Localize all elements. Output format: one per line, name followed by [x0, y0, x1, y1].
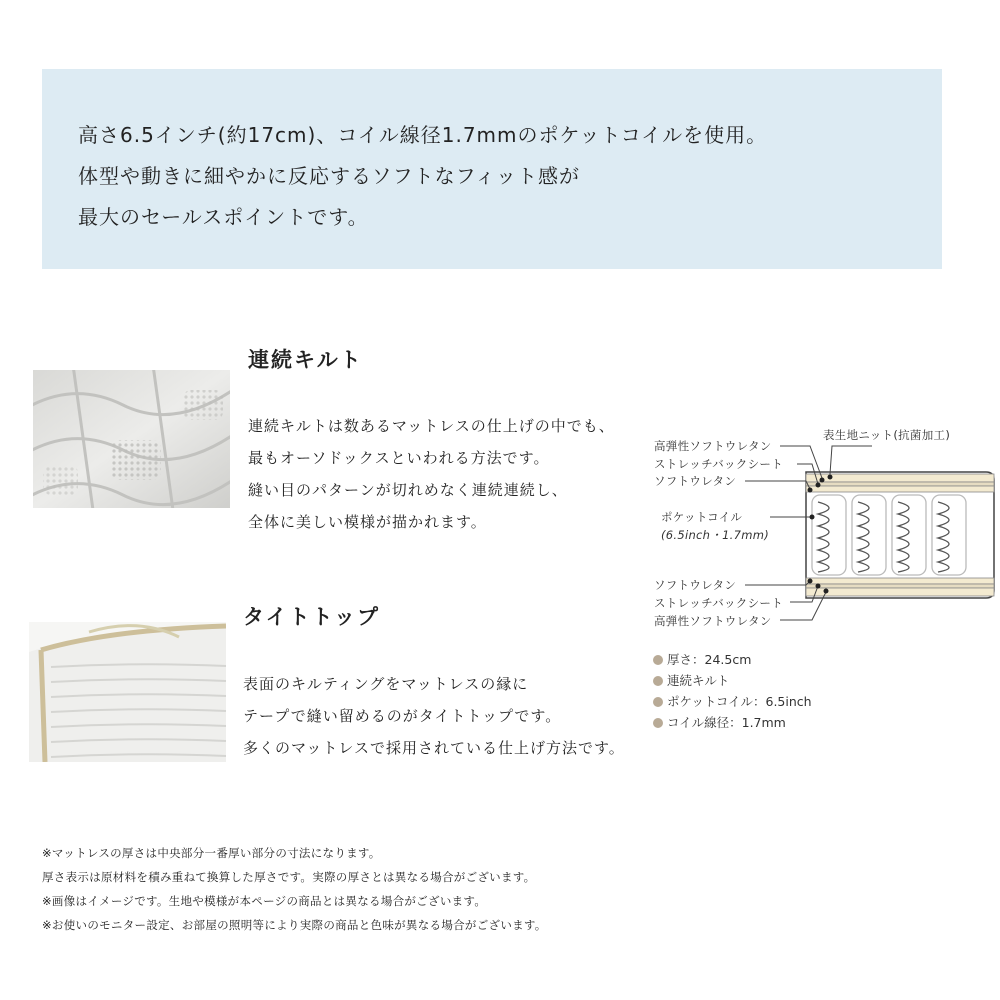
label-coil-spec: (6.5inch・1.7mm): [661, 528, 770, 542]
footnote: 厚さ表示は原材料を積み重ねて換算した厚さです。実際の厚さとは異なる場合がございます。: [42, 870, 536, 884]
label-upper-layer: ストレッチバックシート: [654, 457, 783, 471]
label-upper-layer: ソフトウレタン: [654, 474, 737, 488]
label-lower-layer: 高弾性ソフトウレタン: [654, 614, 772, 628]
quilt-text-line: 全体に美しい模様が描かれます。: [248, 513, 487, 531]
bullet-dot-icon: [653, 655, 663, 665]
quilt-text-line: 最もオーソドックスといわれる方法です。: [248, 449, 550, 467]
intro-line: 体型や動きに細やかに反応するソフトなフィット感が: [78, 164, 580, 188]
footnote: ※マットレスの厚さは中央部分一番厚い部分の寸法になります。: [42, 846, 381, 860]
bullet-dot-icon: [653, 676, 663, 686]
tighttop-photo: [29, 622, 226, 762]
tighttop-heading: タイトトップ: [243, 605, 380, 629]
footnote: ※画像はイメージです。生地や模様が本ページの商品とは異なる場合がございます。: [42, 894, 487, 908]
intro-line: 最大のセールスポイントです。: [78, 205, 369, 229]
intro-line: 高さ6.5インチ(約17cm)、コイル線径1.7mmのポケットコイルを使用。: [78, 123, 768, 147]
label-cover-knit: 表生地ニット(抗菌加工): [823, 428, 951, 442]
bullet-dot-icon: [653, 697, 663, 707]
label-upper-layer: 高弾性ソフトウレタン: [654, 439, 772, 453]
label-lower-layer: ソフトウレタン: [654, 578, 737, 592]
spec-item: 厚さ：24.5cm: [653, 650, 751, 668]
tighttop-text-line: テープで縫い留めるのがタイトトップです。: [243, 707, 562, 725]
spec-item: ポケットコイル：6.5inch: [653, 692, 812, 710]
intro-panel: [42, 69, 942, 269]
spec-item: 連続キルト: [653, 671, 729, 689]
quilt-text-line: 連続キルトは数あるマットレスの仕上げの中でも、: [248, 417, 615, 435]
label-pocket-coil: ポケットコイル: [661, 510, 743, 524]
quilt-photo: [33, 370, 230, 508]
tighttop-text-line: 多くのマットレスで採用されている仕上げ方法です。: [243, 739, 625, 757]
spec-item: コイル線径：1.7mm: [653, 713, 786, 731]
tighttop-text-line: 表面のキルティングをマットレスの縁に: [243, 675, 529, 693]
footnote: ※お使いのモニター設定、お部屋の照明等により実際の商品と色味が異なる場合がございます。: [42, 918, 547, 932]
label-lower-layer: ストレッチバックシート: [654, 596, 783, 610]
bullet-dot-icon: [653, 718, 663, 728]
quilt-heading: 連続キルト: [248, 348, 363, 372]
quilt-text-line: 縫い目のパターンが切れめなく連続連続し、: [248, 481, 568, 499]
